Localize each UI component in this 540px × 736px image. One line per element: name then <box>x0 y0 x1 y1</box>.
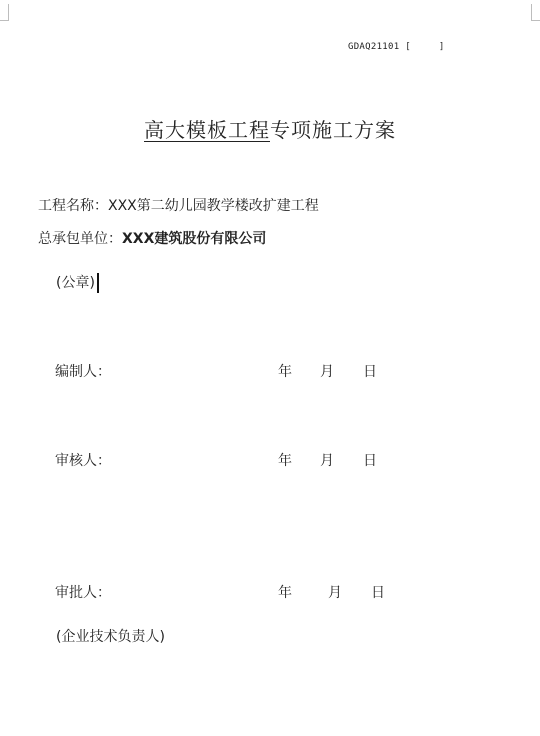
title-underlined-part: 高大模板工程 <box>144 118 270 142</box>
approver-label: 审批人： <box>55 585 111 601</box>
code-bracket-close: ] <box>438 42 445 52</box>
document-code-text: GDAQ21101 <box>348 42 400 52</box>
project-name-line <box>38 196 319 216</box>
seal-label: (公章) <box>56 275 95 291</box>
seal-line <box>56 273 99 293</box>
compiler-label: 编制人： <box>55 364 111 380</box>
compiler-year: 年 <box>278 364 292 380</box>
contractor-value: XXX建筑股份有限公司 <box>122 231 267 247</box>
reviewer-month: 月 <box>320 453 334 469</box>
approver-note: (企业技术负责人) <box>56 629 165 645</box>
page-corner-mark-left <box>0 4 9 21</box>
project-name-value: XXX第二幼儿园教学楼改扩建工程 <box>108 198 319 214</box>
document-code <box>348 42 445 52</box>
page-corner-mark-right <box>531 4 540 21</box>
contractor-label: 总承包单位： <box>38 231 122 247</box>
compiler-day: 日 <box>363 364 377 380</box>
approver-year: 年 <box>278 585 292 601</box>
reviewer-day: 日 <box>363 453 377 469</box>
reviewer-year: 年 <box>278 453 292 469</box>
contractor-line <box>38 229 266 249</box>
title-rest-part: 专项施工方案 <box>270 118 396 142</box>
code-bracket-open: [ <box>405 42 411 52</box>
approver-month: 月 <box>328 585 342 601</box>
compiler-month: 月 <box>320 364 334 380</box>
document-title <box>0 114 540 143</box>
project-name-label: 工程名称： <box>38 198 108 214</box>
text-cursor <box>97 273 99 293</box>
approver-day: 日 <box>371 585 385 601</box>
reviewer-label: 审核人： <box>55 453 111 469</box>
